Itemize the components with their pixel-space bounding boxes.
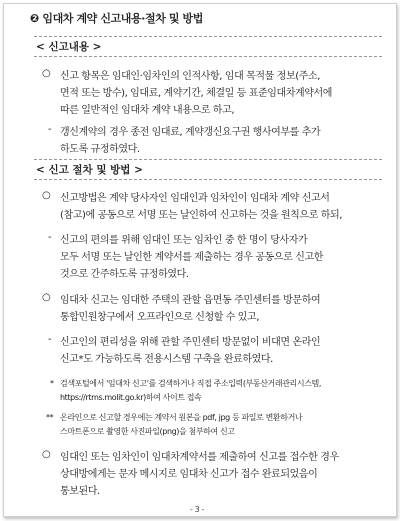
footnote-line: 온라인으로 신고할 경우에는 계약서 원본을 pdf, jpg 등 파일로 변환하거나 [60,413,303,422]
paragraph-line: 신고의 편의를 위해 임대인 또는 임차인 중 한 명이 당사자가 [60,235,308,246]
paragraph-line: 신고 항목은 임대인·임차인의 인적사항, 임대 목적물 정보(주소, [60,71,321,82]
bullet-marker: ○ [42,449,51,460]
paragraph-line: (참고)에 공동으로 서명 또는 날인하여 신고하는 것을 원칙으로 하되, [60,210,343,221]
paragraph-line: 통합민원창구에서 오프라인으로 신청할 수 있고, [60,312,260,323]
footnote-marker: ** [46,413,54,422]
paragraph-line: 통보된다. [60,486,100,497]
paragraph-line: 신고방법은 계약 당사자인 임대인과 임차인이 임대차 계약 신고서 [60,193,330,204]
section-heading-report-content: < 신고내용 > [36,41,102,53]
paragraph-line: 상대방에게는 문자 메시지로 임대차 신고가 접수 완료되었음이 [60,469,318,480]
bullet-marker: ○ [42,68,51,79]
section-rule-bottom [34,179,382,180]
bullet-marker: ○ [42,292,51,303]
paragraph-line: 갱신계약의 경우 종전 임대료, 계약갱신요구권 행사여부를 추가 [60,127,321,138]
paragraph-line: 하도록 규정하였다. [60,144,140,155]
footnote-line: 스마트폰으로 촬영한 사진파일(png)을 첨부하여 신고 [60,427,235,436]
section-heading-procedure: < 신고 절차 및 방법 > [36,164,143,176]
paragraph-line: 것으로 간주하도록 규정하였다. [60,269,189,280]
paragraph-line: 임대차 신고는 임대한 주택의 관할 읍면동 주민센터를 방문하여 [60,295,321,306]
page-number: - 3 - [190,505,204,514]
paragraph-line: 임대인 또는 임차인이 임대차계약서를 제출하여 신고를 접수한 경우 [60,452,339,463]
footnote-line: https://rtms.molit.go.kr)하여 사이트 접속 [60,393,202,402]
paragraph-line: 신고인의 편리성을 위해 관할 주민센터 방문없이 비대면 온라인 [60,337,321,348]
paragraph-line: 모두 서명 또는 날인한 계약서를 제출하는 경우 공동으로 신고한 [60,252,323,263]
section-rule-top [34,36,382,37]
document-title: ❷ 임대차 계약 신고내용·절차 및 방법 [30,12,204,25]
dash-marker: - [48,334,52,345]
footnote-marker: * [50,379,54,388]
dash-marker: - [48,124,52,135]
dash-marker: - [48,232,52,243]
footnote-line: 검색포털에서 '임대차 신고'를 검색하거나 직접 주소입력(부동산거래관리시스템, [60,379,321,388]
section-rule-bottom [34,56,382,57]
paragraph-line: 신고*도 가능하도록 전용시스템 구축을 완료하였다. [60,354,273,365]
section-rule-top [34,159,382,160]
paragraph-line: 면적 또는 방수), 임대료, 계약기간, 체결일 등 표준임대차계약서에 [60,88,333,99]
bullet-marker: ○ [42,190,51,201]
paragraph-line: 따른 일반적인 임대차 계약 내용으로 하고, [60,105,235,116]
